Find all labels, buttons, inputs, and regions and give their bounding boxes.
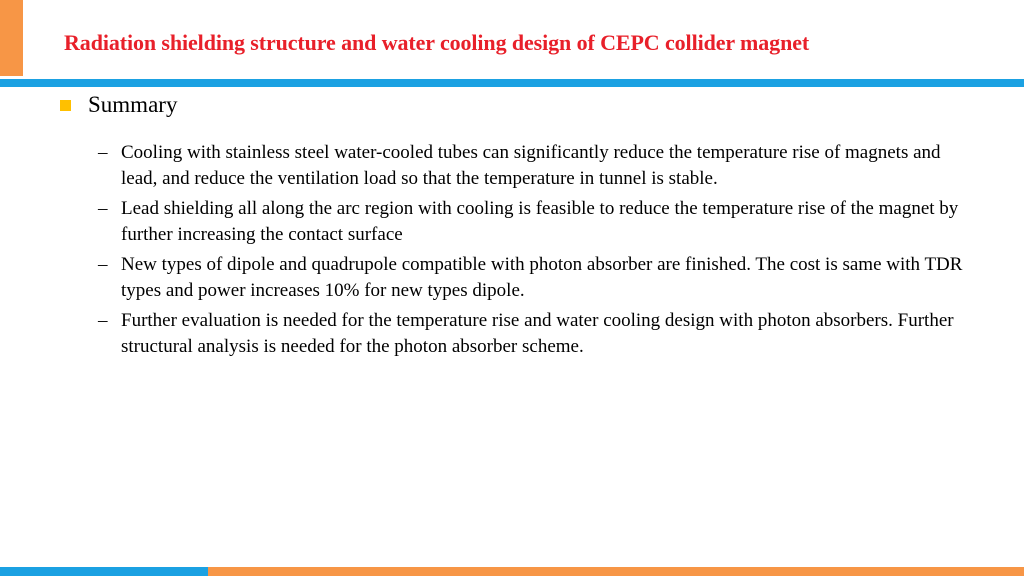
orange-accent-tab [0, 0, 23, 76]
list-item [98, 196, 978, 248]
list-item [98, 308, 978, 360]
dash-bullet-icon: – [98, 254, 108, 275]
summary-list [98, 140, 978, 364]
dash-bullet-icon: – [98, 198, 108, 219]
footer-orange-bar [208, 567, 1024, 576]
list-item-text: Further evaluation is needed for the temperature rise and water cooling design with photon absorbers. Further structural analysis is needed for the photon absorber scheme. [121, 310, 954, 357]
list-item [98, 252, 978, 304]
section-heading [60, 92, 177, 118]
list-item-text: New types of dipole and quadrupole compatible with photon absorber are finished. The cost is same with TDR types and power increases 10% for new types dipole. [121, 254, 963, 301]
slide-title: Radiation shielding structure and water cooling design of CEPC collider magnet [64, 30, 810, 55]
square-bullet-icon [60, 100, 71, 111]
section-label: Summary [88, 92, 178, 117]
list-item-text: Cooling with stainless steel water-cooled tubes can significantly reduce the temperature rise of magnets and lead, and reduce the ventilation load so that the temperature in tunnel is stable. [121, 142, 941, 189]
list-item-text: Lead shielding all along the arc region with cooling is feasible to reduce the temperature rise of the magnet by further increasing the contact surface [121, 198, 959, 245]
footer-blue-bar [0, 567, 208, 576]
dash-bullet-icon: – [98, 310, 108, 331]
dash-bullet-icon: – [98, 142, 108, 163]
title-divider-bar [0, 79, 1024, 87]
list-item [98, 140, 978, 192]
